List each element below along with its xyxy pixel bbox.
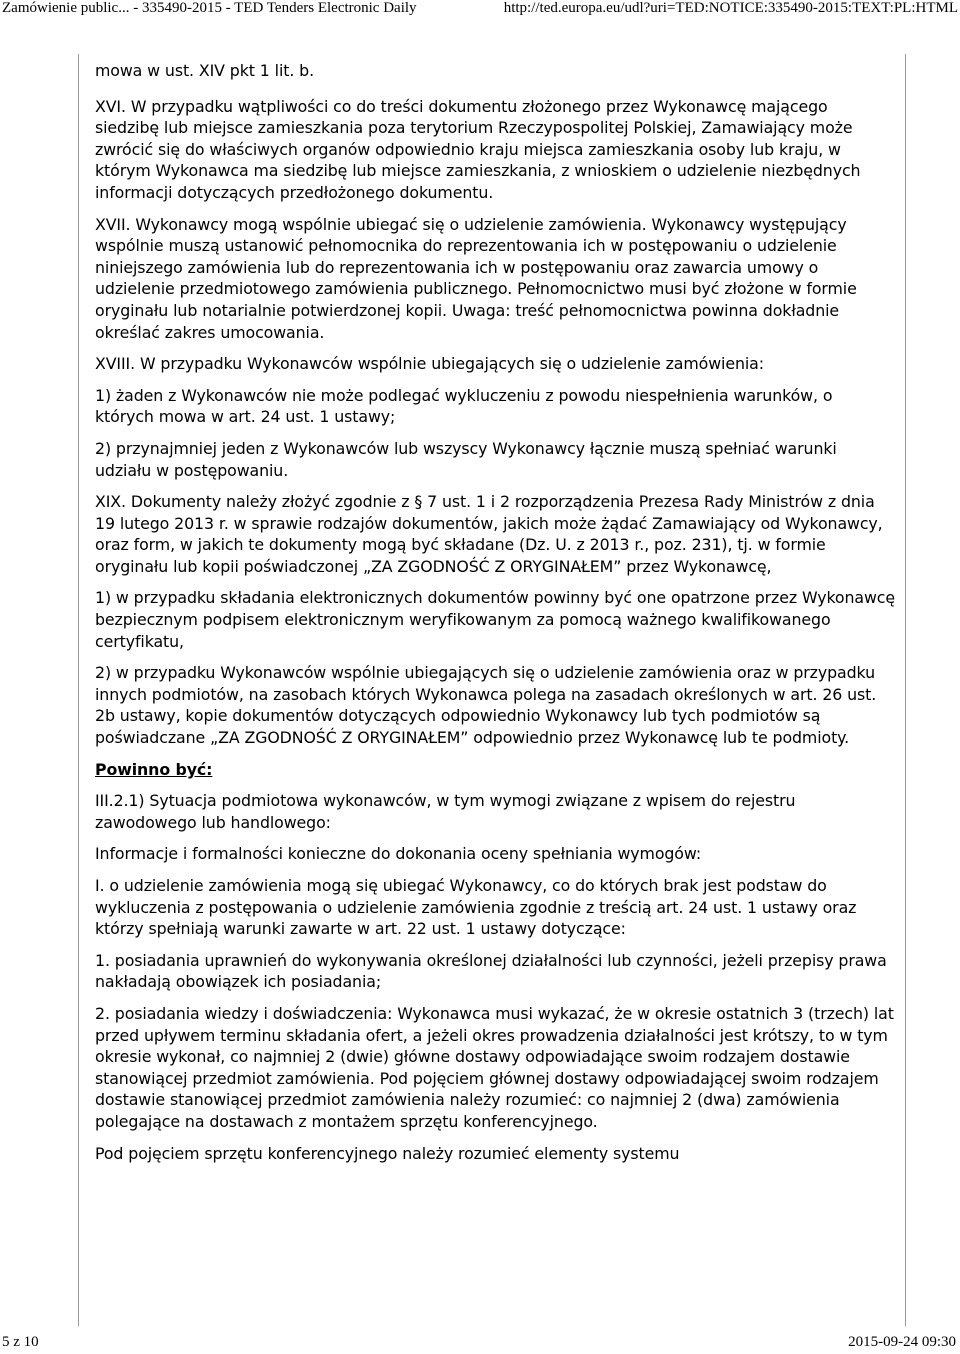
paragraph: I. o udzielenie zamówienia mogą się ubiegać Wykonawcy, co do których brak jest podstaw do wykluczenia z postępowania o udzielenie zamówienia zgodnie z treścią art. 24 ust. 1 ustawy oraz którzy spełniają warunki zawarte w art. 22 ust. 1 ustawy dotyczące: bbox=[95, 876, 857, 939]
print-footer bbox=[0, 1334, 960, 1354]
section-heading: Powinno być: bbox=[95, 759, 213, 779]
print-header bbox=[0, 0, 960, 20]
paragraph: 2) w przypadku Wykonawców wspólnie ubiegających się o udzielenie zamówienia oraz w przypadku innych podmiotów, na zasobach których Wykonawca polega na zasadach określonych w art. 26 ust. 2b ustawy, kopie dokumentów dotyczących odpowiednio Wykonawcy lub tych podmiotów są poświadczane „ZA ZGODNOŚĆ Z ORYGINAŁEM” odpowiednio przez Wykonawcę lub te podmioty. bbox=[95, 663, 877, 748]
paragraph: 1) żaden z Wykonawców nie może podlegać wykluczeniu z powodu niespełnienia warunków, o których mowa w art. 24 ust. 1 ustawy; bbox=[95, 385, 833, 427]
paragraph: 1. posiadania uprawnień do wykonywania określonej działalności lub czynności, jeżeli przepisy prawa nakładają obowiązek ich posiadania; bbox=[95, 950, 887, 992]
page-url: http://ted.europa.eu/udl?uri=TED:NOTICE:335490-2015:TEXT:PL:HTML bbox=[503, 0, 958, 16]
paragraph: XVIII. W przypadku Wykonawców wspólnie ubiegających się o udzielenie zamówienia: bbox=[95, 354, 764, 374]
paragraph: mowa w ust. XIV pkt 1 lit. b. bbox=[95, 61, 315, 80]
paragraph: Informacje i formalności konieczne do dokonania oceny spełniania wymogów: bbox=[95, 844, 702, 864]
paragraph: 1) w przypadku składania elektronicznych dokumentów powinny być one opatrzone przez Wykonawcę bezpiecznym podpisem elektronicznym weryfikowanym za pomocą ważnego kwalifikowanego certyfikatu, bbox=[95, 588, 896, 651]
paragraph: XVI. W przypadku wątpliwości co do treści dokumentu złożonego przez Wykonawcę mającego siedzibę lub miejsce zamieszkania poza terytorium Rzeczypospolitej Polskiej, Zamawiający może zwrócić się do właściwych organów odpowiednio kraju miejsca zamieszkania osoby lub kraju, w którym Wykonawca ma siedzibę lub miejsce zamieszkania, z wnioskiem o udzielenie niezbędnych informacji dotyczących przedłożonego dokumentu. bbox=[95, 96, 861, 202]
paragraph: XIX. Dokumenty należy złożyć zgodnie z § 7 ust. 1 i 2 rozporządzenia Prezesa Rady Ministrów z dnia 19 lutego 2013 r. w sprawie rodzajów dokumentów, jakich może żądać Zamawiający od Wykonawcy, oraz form, w jakich te dokumenty mogą być składane (Dz. U. z 2013 r., poz. 231), tj. w formie oryginału lub kopii poświadczonej „ZA ZGODNOŚĆ Z ORYGINAŁEM” przez Wykonawcę, bbox=[95, 492, 883, 576]
paragraph: III.2.1) Sytuacja podmiotowa wykonawców, w tym wymogi związane z wpisem do rejestru zawodowego lub handlowego: bbox=[95, 791, 796, 832]
print-datetime: 2015-09-24 09:30 bbox=[848, 1334, 956, 1350]
page-number: 5 z 10 bbox=[2, 1334, 39, 1350]
paragraph: XVII. Wykonawcy mogą wspólnie ubiegać się o udzielenie zamówienia. Wykonawcy występujący wspólnie muszą ustanowić pełnomocnika do reprezentowania ich w postępowaniu o udzielenie niniejszego zamówienia lub do reprezentowania ich w postępowaniu oraz zawarcia umowy o udzielenie przedmiotowego zamówienia publicznego. Pełnomocnictwo musi być złożone w formie oryginału lub notarialnie potwierdzonej kopii. Uwaga: treść pełnomocnictwa powinna dokładnie określać zakres umocowania. bbox=[95, 214, 857, 342]
paragraph: 2. posiadania wiedzy i doświadczenia: Wykonawca musi wykazać, że w okresie ostatnich 3 (trzech) lat przed upływem terminu składania ofert, a jeżeli okres prowadzenia działalności jest krótszy, to w tym okresie wykonał, co najmniej 2 (dwie) główne dostawy odpowiadające swoim rodzajem dostawie stanowiącej przedmiot zamówienia. Pod pojęciem głównej dostawy odpowiadającej swoim rodzajem dostawie stanowiącej przedmiot zamówienia należy rozumieć: co najmniej 2 (dwa) zamówienia polegające na dostawach z montażem sprzętu konferencyjnego. bbox=[95, 1003, 894, 1131]
page-title: Zamówienie public... - 335490-2015 - TED Tenders Electronic Daily bbox=[2, 0, 417, 16]
document-body bbox=[95, 60, 895, 1164]
paragraph: 2) przynajmniej jeden z Wykonawców lub wszyscy Wykonawcy łącznie muszą spełniać warunki udziału w postępowaniu. bbox=[95, 438, 837, 480]
paragraph: Pod pojęciem sprzętu konferencyjnego należy rozumieć elementy systemu bbox=[95, 1143, 680, 1163]
